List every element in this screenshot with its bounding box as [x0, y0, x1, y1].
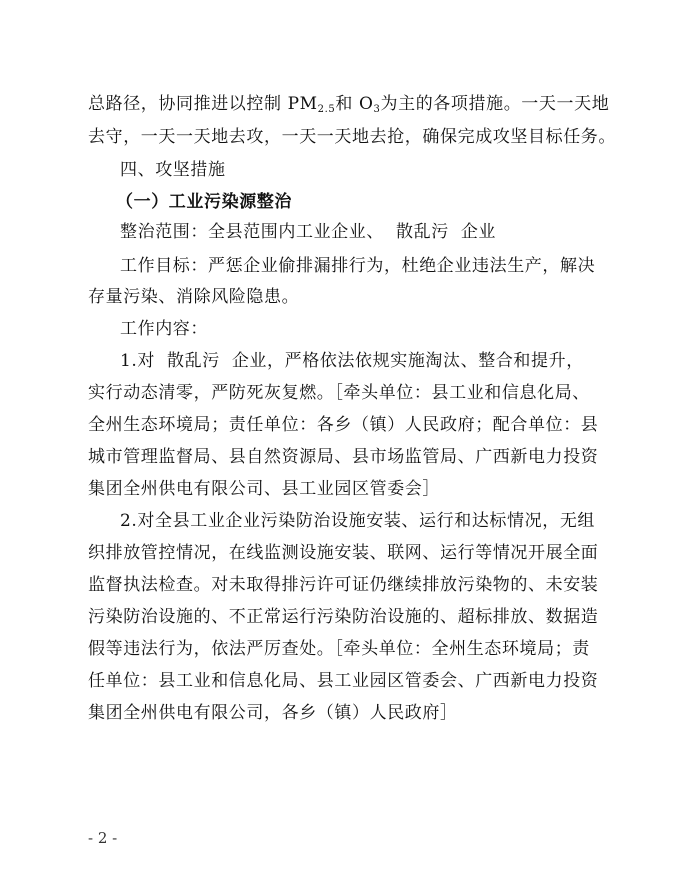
body-text-line: 实行动态清零，严防死灰复燃。［牵头单位：县工业和信息化局、: [88, 383, 590, 403]
body-text-line: 假等违法行为，依法严厉查处。［牵头单位：全州生态环境局；责: [88, 639, 590, 659]
body-text-line: 集团全州供电有限公司、县工业园区管委会］: [88, 479, 440, 499]
body-text-line: 去守，一天一天地去攻，一天一天地去抢，确保完成攻坚目标任务。: [88, 127, 616, 147]
body-text-line: 总路径，协同推进以控制 $PM_{2.5}$和 $O_3$为主的各项措施。一天一天地: [88, 94, 610, 115]
body-text-line: 任单位：县工业和信息化局、县工业园区管委会、广西新电力投资: [88, 671, 599, 691]
page-number: - 2 -: [88, 829, 118, 847]
body-text-line: 织排放管控情况，在线监测设施安装、联网、运行等情况开展全面: [88, 543, 599, 563]
list-item-text: 1.对 散乱污 企业，严格依法依规实施淘汰、整合和提升，: [120, 351, 584, 371]
body-text-line: 污染防治设施的、不正常运行污染防治设施的、超标排放、数据造: [88, 607, 599, 627]
body-text-line: 整治范围：全县范围内工业企业、 散乱污 企业: [120, 222, 497, 242]
section-heading: 四、攻坚措施: [120, 160, 226, 180]
list-item-text: 2.对全县工业企业污染防治设施安装、运行和达标情况，无组: [120, 511, 596, 531]
body-text-line: 全州生态环境局；责任单位：各乡（镇）人民政府；配合单位：县: [88, 415, 599, 435]
body-text-line: 存量污染、消除风险隐患。: [88, 287, 300, 307]
body-text-line: 集团全州供电有限公司，各乡（镇）人民政府］: [88, 703, 458, 723]
body-text-line: 监督执法检查。对未取得排污许可证仍继续排放污染物的、未安装: [88, 575, 599, 595]
body-text-line: 工作内容：: [120, 319, 208, 339]
body-text-line: 城市管理监督局、县自然资源局、县市场监管局、广西新电力投资: [88, 447, 599, 467]
subsection-heading: （一）工业污染源整治: [116, 192, 292, 212]
body-text-line: 工作目标：严惩企业偷排漏排行为，杜绝企业违法生产，解决: [120, 256, 596, 276]
